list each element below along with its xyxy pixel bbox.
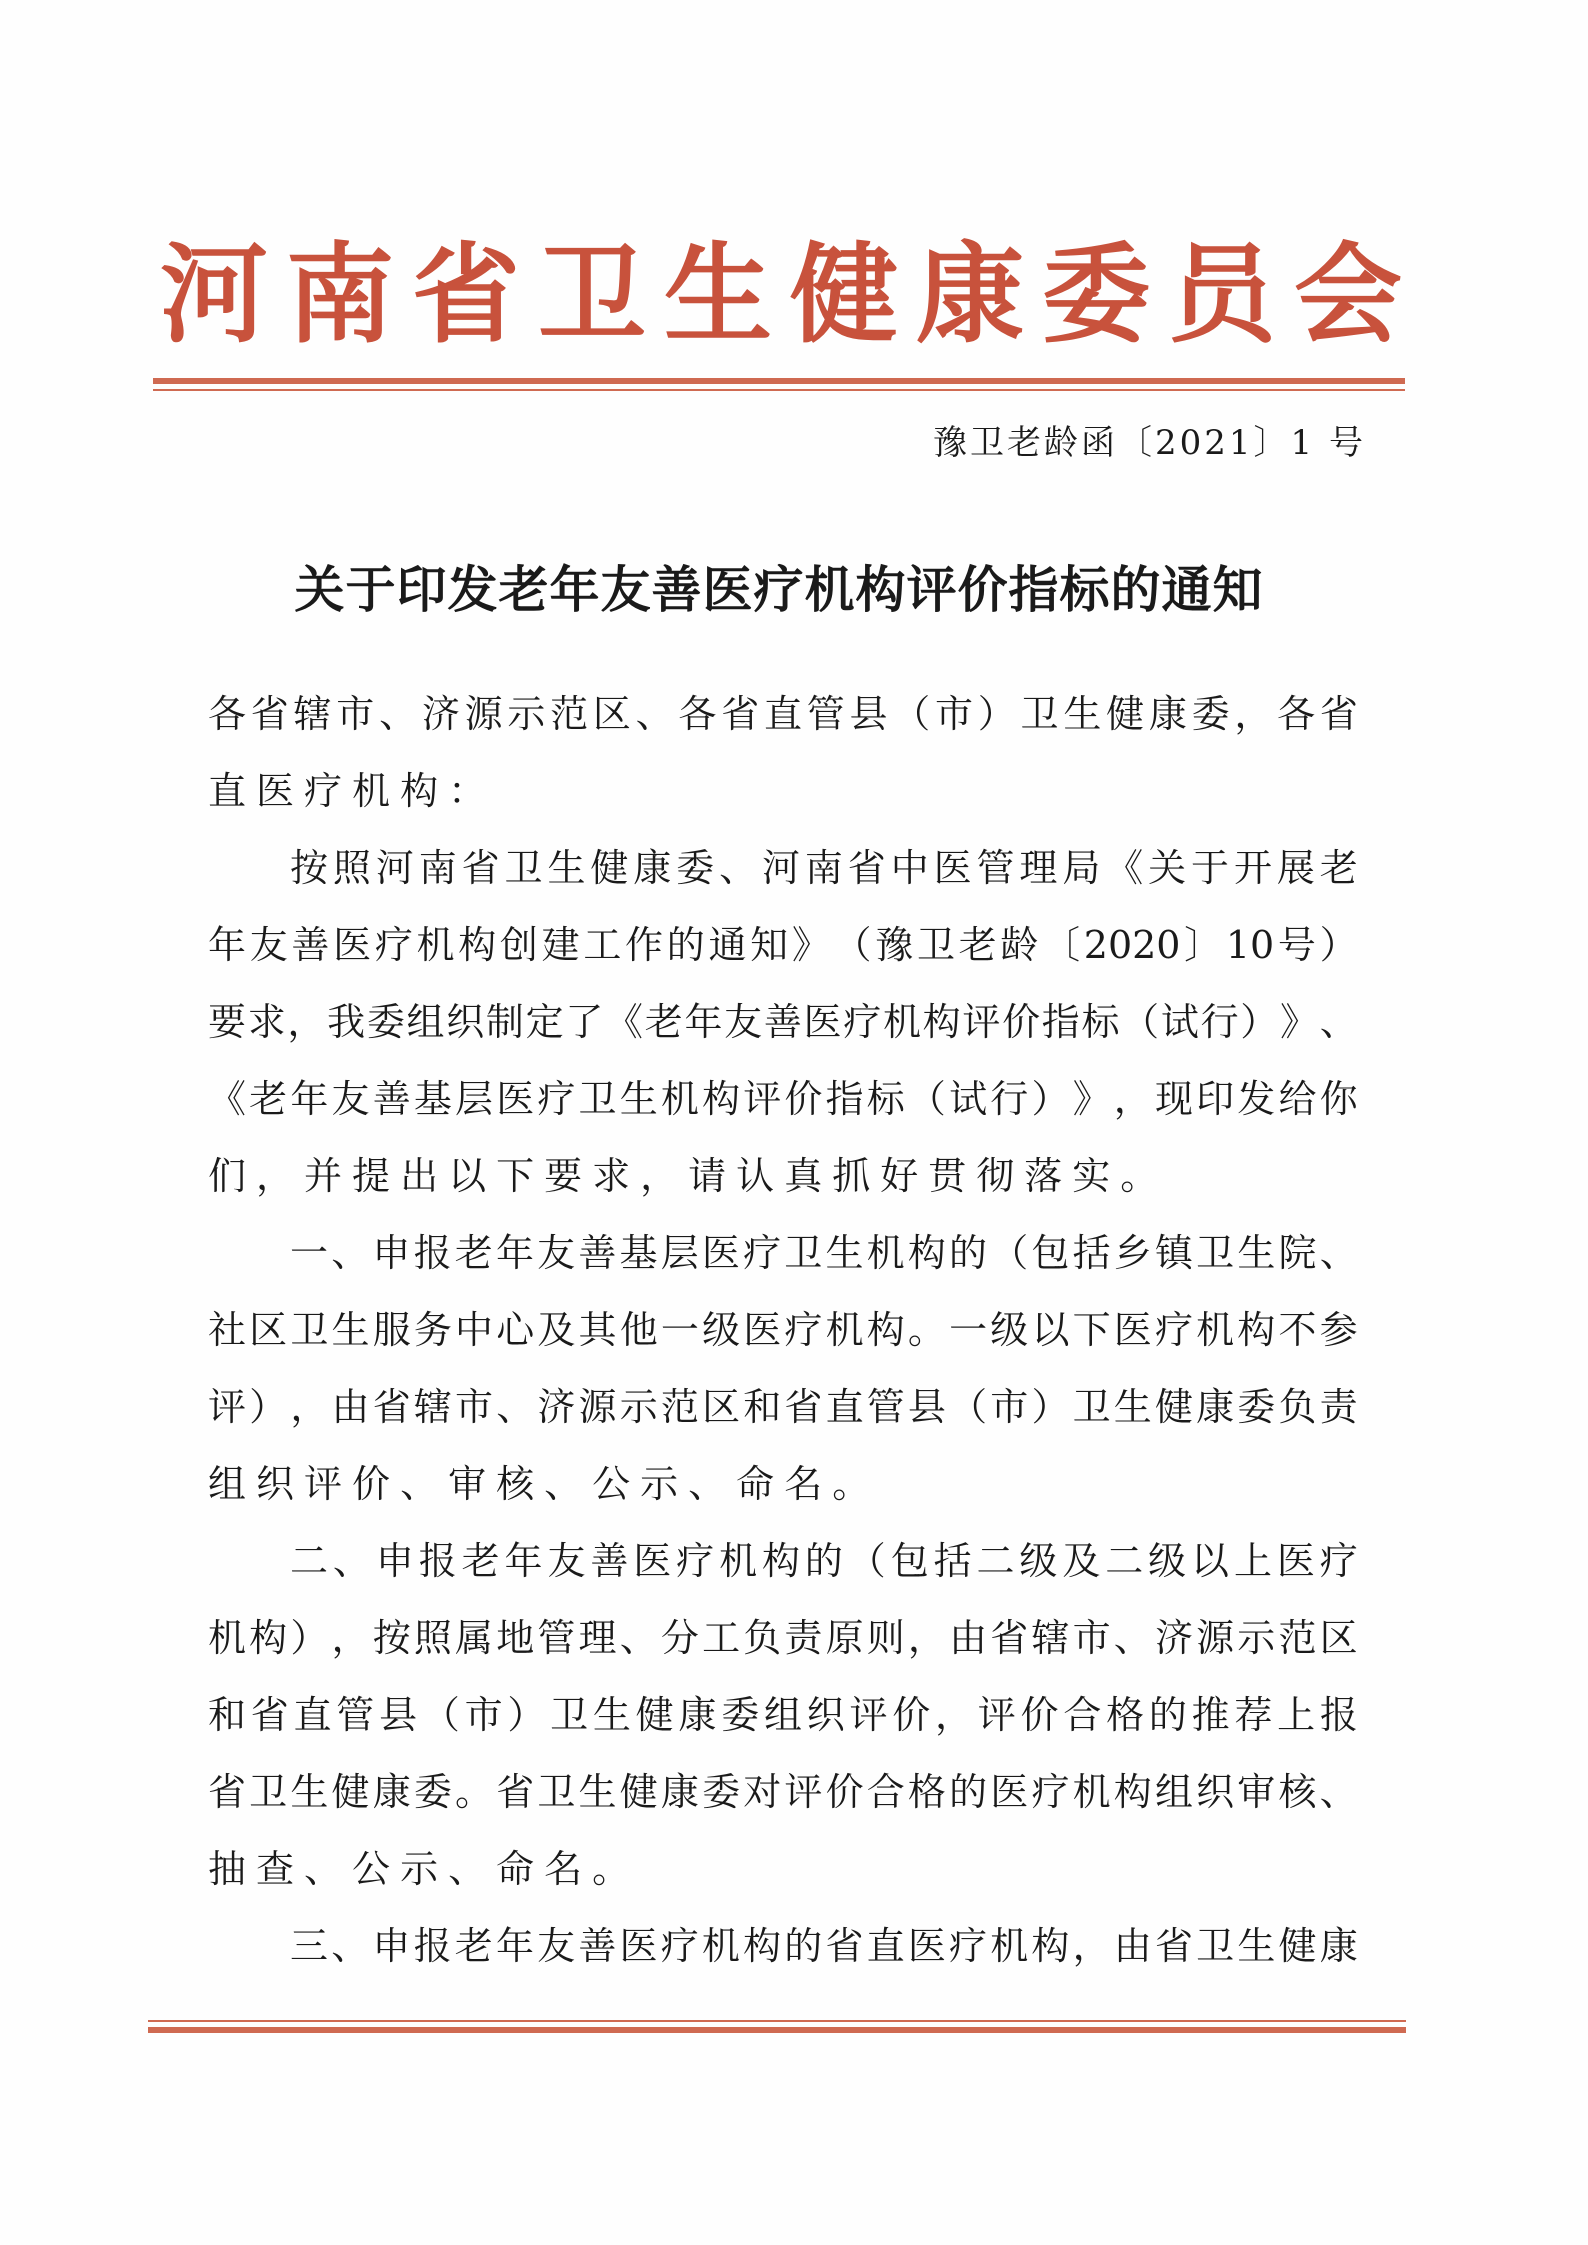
body-line: 各 省 辖 市 、 济 源 示 范 区 、 各 省 直 管 县 （ 市 ） 卫 生 健 康 委 ， 各 省 [208,692,1358,736]
document-title: 关于印发老年友善医疗机构评价指标的通知 [294,560,1264,619]
body-line: 评 ） ， 由 省 辖 市 、 济 源 示 范 区 和 省 直 管 县 （ 市 ） 卫 生 健 康 委 负 责 [208,1385,1358,1429]
footer-rule-thick [148,2027,1406,2033]
body-line: 二 、 申 报 老 年 友 善 医 疗 机 构 的 （ 包 括 二 级 及 二 级 以 上 医 疗 [290,1539,1358,1583]
header-rule-thin [153,389,1405,391]
body-line: 直 医 疗 机 构 ： [208,769,497,813]
body-line: 要 求 ， 我 委 组 织 制 定 了 《 老 年 友 善 医 疗 机 构 评 价 指 标 （ 试 行 ） 》 、 [208,1000,1358,1044]
body-line: 社 区 卫 生 服 务 中 心 及 其 他 一 级 医 疗 机 构 。 一 级 以 下 医 疗 机 构 不 参 [208,1308,1358,1352]
body-line: 一 、 申 报 老 年 友 善 基 层 医 疗 卫 生 机 构 的 （ 包 括 乡 镇 卫 生 院 、 [290,1231,1358,1275]
footer-rule-thin [148,2020,1406,2022]
body-line: 按 照 河 南 省 卫 生 健 康 委 、 河 南 省 中 医 管 理 局 《 关 于 开 展 老 [290,846,1358,890]
body-line: 和 省 直 管 县 （ 市 ） 卫 生 健 康 委 组 织 评 价 ， 评 价 合 格 的 推 荐 上 报 [208,1693,1358,1737]
body-line: 机 构 ） ， 按 照 属 地 管 理 、 分 工 负 责 原 则 ， 由 省 辖 市 、 济 源 示 范 区 [208,1616,1358,1660]
header-rule-thick [153,378,1405,384]
body-line: 省 卫 生 健 康 委 。 省 卫 生 健 康 委 对 评 价 合 格 的 医 疗 机 构 组 织 审 核 、 [208,1770,1358,1814]
body-line: 组 织 评 价 、 审 核 、 公 示 、 命 名 。 [208,1462,881,1506]
body-line: 年 友 善 医 疗 机 构 创 建 工 作 的 通 知 》 （ 豫 卫 老 龄 〔 2020 〕 10 号 ） [208,923,1358,967]
body-line: 《 老 年 友 善 基 层 医 疗 卫 生 机 构 评 价 指 标 （ 试 行 ） 》 ， 现 印 发 给 你 [208,1077,1358,1121]
body-line: 三 、 申 报 老 年 友 善 医 疗 机 构 的 省 直 医 疗 机 构 ， 由 省 卫 生 健 康 [290,1924,1358,1968]
body-line: 们 ， 并 提 出 以 下 要 求 ， 请 认 真 抓 好 贯 彻 落 实 。 [208,1154,1169,1198]
document-number: 豫卫老龄函〔2021〕1 号 [933,423,1366,463]
body-line: 抽 查 、 公 示 、 命 名 。 [208,1847,641,1891]
document-body [208,676,1358,1985]
issuing-organization-header: 河南省卫生健康委员会 [159,232,1420,358]
